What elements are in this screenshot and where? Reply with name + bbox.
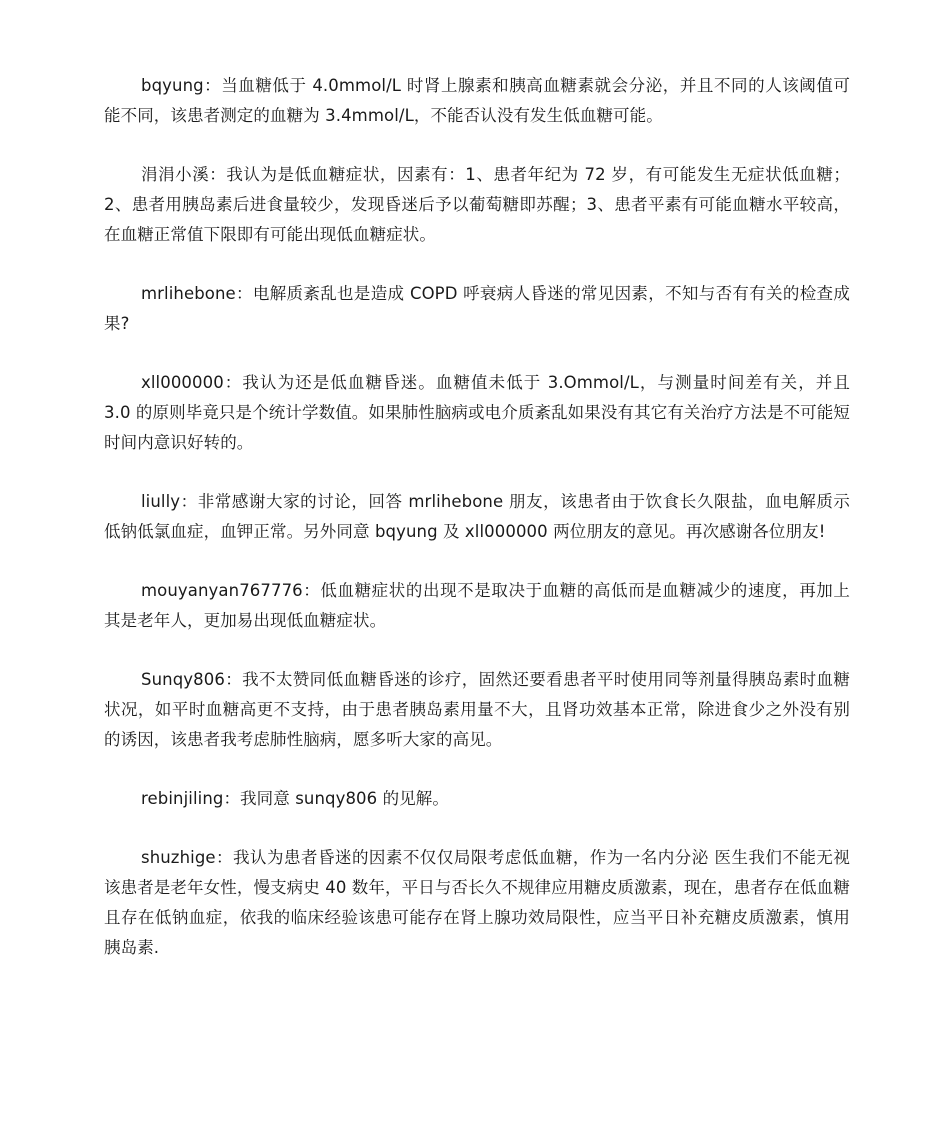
comment-paragraph-mouyanyan767776: mouyanyan767776：低血糖症状的出现不是取决于血糖的高低而是血糖减少的速度，再加上其是老年人，更加易出现低血糖症状。	[104, 581, 850, 630]
comment-paragraph-mrlihebone: mrlihebone：电解质紊乱也是造成 COPD 呼衰病人昏迷的常见因素，不知与否有有关的检查成果?	[104, 284, 850, 333]
comment-paragraph-bqyung: bqyung：当血糖低于 4.0mmol/L 时肾上腺素和胰高血糖素就会分泌，并且不同的人该阈值可能不同，该患者测定的血糖为 3.4mmol/L，不能否认没有发生低血糖可能。	[104, 76, 850, 125]
comment-paragraph-liully: liully：非常感谢大家的讨论，回答 mrlihebone 朋友，该患者由于饮食长久限盐，血电解质示低钠低氯血症，血钾正常。另外同意 bqyung 及 xll000000 两位朋友的意见。再次感谢各位朋友!	[104, 492, 850, 541]
comment-paragraph-xll000000: xll000000：我认为还是低血糖昏迷。血糖值未低于 3.Ommol/L，与测量时间差有关，并且 3.0 的原则毕竟只是个统计学数值。如果肺性脑病或电介质紊乱如果没有其它有关治疗方法是不可能短时间内意识好转的。	[104, 373, 850, 452]
comment-paragraph-juanjuanxiaoxi: 涓涓小溪：我认为是低血糖症状，因素有：1、患者年纪为 72 岁，有可能发生无症状低血糖；2、患者用胰岛素后进食量较少，发现昏迷后予以葡萄糖即苏醒；3、患者平素有可能血糖水平较高，在血糖正常值下限即有可能出现低血糖症状。	[104, 165, 850, 244]
comment-paragraph-rebinjiling: rebinjiling：我同意 sunqy806 的见解。	[141, 789, 449, 808]
comment-paragraph-shuzhige: shuzhige：我认为患者昏迷的因素不仅仅局限考虑低血糖，作为一名内分泌 医生我们不能无视该患者是老年女性，慢支病史 40 数年，平日与否长久不规律应用糖皮质激素，现在，患者存在低血糖且存在低钠血症，依我的临床经验该患可能存在肾上腺功效局限性，应当平日补充糖皮质激素，慎用胰岛素.	[104, 848, 850, 957]
comment-paragraph-sunqy806: Sunqy806：我不太赞同低血糖昏迷的诊疗，固然还要看患者平时使用同等剂量得胰岛素时血糖状况，如平时血糖高更不支持，由于患者胰岛素用量不大，且肾功效基本正常，除进食少之外没有别的诱因，该患者我考虑肺性脑病，愿多听大家的高见。	[104, 670, 850, 749]
